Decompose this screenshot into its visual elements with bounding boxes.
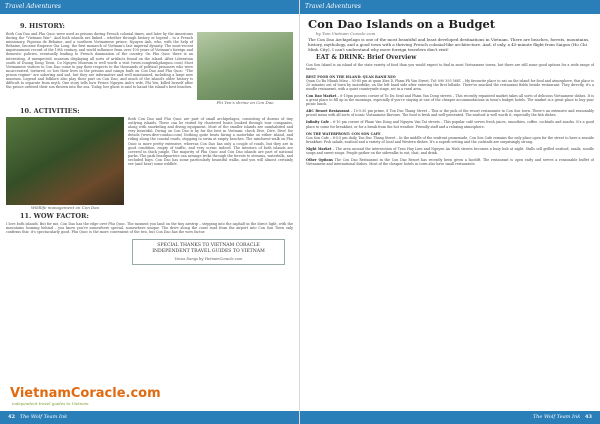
section-abc-resort	[306, 109, 594, 117]
article-title: Con Dao Islands on a Budget	[308, 17, 496, 31]
market-text: – 6-10pm possess corner of To Du Sesd and Pham Van Dong streets – This recently repainted market takes all sorts of delicious Vietnamese dishes. It is a great place to fill up in the mornings, especially if you're staying at one of the cheaper accommodations in town's budget hotels. The market is a great place to buy your picnic lunch.	[306, 93, 594, 107]
history-text: Both Con Dao and Phu Quoc were used as prisons during French colonial times, and later by the Americans during the "Vietnam War". And both islands are linked – whether through history or legend – to a French missionary, Pigneau de Behaine, and a southern Vietnamese prince, Nguyen Anh, who, with the help of Behaine, became Emperor Gia Long, the first monarch of Vietnam's last imperial dynasty. The most-recent imprisonment record of the 19th century, and world influence from over 100 years of Vietnam's foreign and domestic policies, eventually leading to French domination of the country. On Phu Quoc there is an interesting, if unexpected, museum displaying all sorts of artifacts found on the island. After Liberation south of Duong Dong Town, Cu Nguyen Museum is well worth a visit (www.congtrinhphuquoc.com) Most Vietnamese visitors to Con Dao come to pay their respects to the thousands of political prisoners who were incarcerated, tortured, or lost their lives in the prisons and camps built on Con Dao and Phu Quoc. "The prison regime" are sobering and sad, but they are informative and well maintained, including a large new museum. Legend and folklore also play their part on Con Dao, and much of the island's older history is difficult to separate from myth. One story tells how Prince Nguyen Anh's wife, Phi Yen, killed herself after the prince ordered their son thrown into the sea. Today, her ghost is said to haunt the island's best beaches.	[6, 32, 193, 90]
best-food-text: Quan Co Ba Nhanh Mieu – 93-85 pm at quan Xtra D, Pham Ph Van Street, Tel: 090 393 5681 – My favourite place to eat on the island for food and atmosphere, this place is 20 minutes out of town by motorbike, on the left hand side after entering the first hillside. There've snacked the restaurant fields beside restaurant. They directly, it's a noodle restaurant, with a quiet countryside stage, set in a rural area.	[306, 78, 594, 91]
vietnam-coracle-logo	[6, 382, 161, 410]
section-waterfront	[306, 132, 594, 144]
left-page-footer	[0, 411, 299, 424]
special-thanks-wrap	[124, 239, 293, 265]
right-page-footer	[300, 411, 600, 424]
market-heading: Con Dao Market	[306, 93, 337, 98]
special-thanks-line2: INDEPENDENT TRAVEL GUIDES TO VIETNAM	[152, 249, 265, 255]
section-night-market	[306, 147, 594, 155]
section-infinity-cafe	[306, 120, 594, 128]
infinity-cafe-text: – 6-10 pm corner of Pham Van Dong and Nguyen Van Tat streets – This popular café serves fresh juices, smoothies, coffee, cocktails and snacks. It's a good place to come for breakfast, or for a break from the hot weather. Friendly staff and a relaxing atmosphere.	[306, 120, 594, 129]
logo-text: VietnamCoracle.com	[10, 386, 161, 401]
right-footer-magazine: The Wolf Team Ink	[532, 414, 581, 420]
left-page-content	[6, 18, 293, 408]
activities-text: Both Con Dao and Phu Quoc are part of small archipelagos, consisting of dozens of tiny outlying islands. These can be visited by chartered boats booked through tour companies, along with snorkeling and diving equipment. Most of the smaller islands are uninhabited and very beautiful. Diving on Con Dao is by far the best in Vietnam: check Dive, Dive, Dive! for details (www.dive-condao.com) Nothing quite beats hiring a motorbike on either island, and riding along the coastal roads, stopping to swim at empty beaches. The rainforest-walk on Phu Quoc is more pretty extensive, whereas Con Dao has only a couple of roads, but they are in good condition, empty of traffic, and very scenic indeed. The interiors of both islands are covered in thick jungle. The majority of Phu Quoc and Con Dao islands are part of national parks. The park headquarters can arrange treks through the forests to streams, waterfalls, and secluded bays. Con Dao has some particularly beautiful walks, and you will almost certainly see (and hear) some wildlife.	[128, 117, 293, 167]
logo-tagline: independent travel guides to Vietnam	[12, 401, 89, 406]
eat-drink-overview: Con Son Island is an island of the state variety of food than you would expect to find in most Vietnamese towns, but there are still some good options for a wide range of tastes.	[306, 63, 594, 72]
eat-drink-heading: EAT & DRINK: Brief Overview	[316, 54, 417, 62]
left-page-header: Travel Adventures	[0, 0, 299, 14]
waterfront-text: Con Son Cafe – 8-5:5 pm daily, Ton Duc Thang Street – In the middle of the seafront promenade, Con Son Cafe remains the only place open for the street to have a seaside breakfast. Fish salads, seafood and a variety of local and Western dishes. It's a superb setting and the cocktails are surprisingly strong.	[306, 135, 594, 144]
other-options-text: The Con Dao Restaurant in the Con Dao Resort has recently been given a facelift. The restaurant is open early and serves a reasonable buffet of Vietnamese and international dishes. Most of the cheaper hotels in town also have small restaurants.	[306, 158, 594, 167]
right-page	[300, 0, 600, 424]
special-thanks-box	[132, 239, 285, 265]
night-market-text: – The area around the intersection of Tran Huy Lieu and Nguyen An Ninh streets becomes a busy hub at night. Stalls sell grilled seafood, snails, noodle soups and sweet soups. People gather on the sidewalks to eat, chat, and drink.	[306, 146, 594, 155]
history-heading: 9. HISTORY:	[20, 22, 65, 30]
shrine-photo	[197, 32, 293, 100]
wildlife-photo-caption: Wildlife management on Con Dao	[30, 205, 100, 210]
best-food-heading: BEST FOOD ON THE ISLAND: QUAN BANH XEO	[306, 74, 396, 79]
night-market-heading: Night Market	[306, 146, 332, 151]
wildlife-photo	[6, 117, 124, 205]
section-best-food	[306, 75, 594, 91]
shrine-photo-caption: Phi Yen's shrine on Con Dao	[216, 100, 274, 105]
wildlife-photo-block	[6, 117, 124, 210]
article-byline: by Tom Vietnam Coracle.com	[316, 31, 376, 36]
left-footer-magazine: The Wolf Team Ink	[19, 414, 68, 420]
section-other-options	[306, 158, 594, 166]
waterfront-heading: ON THE WATERFRONT: CON SON CAFE	[306, 131, 381, 136]
right-page-content	[306, 15, 594, 408]
right-page-number: 43	[585, 414, 592, 420]
other-options-heading: Other Options	[306, 158, 333, 163]
wow-text: I love both islands. But for me, Con Dao has the edge over Phu Quoc. The moment you land on the tiny airstrip – stepping into the asphalt in the direct light, with the mountains looming behind – you know you've somewhere special, somewhere unique. The drive along the coast road from the airport into Con Son Town only confirms this: it's spectacularly good. Phu Quoc is the more convenient of the two, but Con Dao has the wow factor.	[6, 222, 293, 235]
special-thanks-line1: SPECIAL THANKS TO VIETNAM CORACLE	[157, 243, 260, 249]
shrine-photo-block	[197, 32, 293, 105]
abc-resort-text: – 10-5:30 pm prime, 8 Ton Duc Thang Street – This is the pick of the resort restaurants in Con Son town. There's an extensive and reasonably priced menu with all sorts of iconic Vietnamese flavours. The food is fresh and well-presented. The seafood is well worth it, especially the fish dishes.	[306, 109, 594, 118]
wow-heading: 11. WOW FACTOR:	[20, 212, 89, 220]
infinity-cafe-heading: Infinity Cafe	[306, 120, 329, 125]
activities-heading: 10. ACTIVITIES:	[20, 107, 80, 115]
article-intro: The Con Dao Archipelago is one of the most beautiful and least developed destinations in Vietnam. There are beaches, forests, mountains, history, mythology, and a good town with a thriving French colonial-like architecture. And, if only, a 45-minute flight from Saigon (Ho Chi Minh City), I can't understand why more foreign travelers don't visit!	[308, 37, 590, 52]
section-market	[306, 94, 594, 106]
abc-resort-heading: ABC Resort Restaurant	[306, 109, 350, 114]
right-page-header: Travel Adventures	[300, 0, 600, 14]
special-thanks-byline: Vocus Dangs by VietnamCoracle.com	[174, 257, 243, 262]
left-page-number: 42	[8, 414, 15, 420]
